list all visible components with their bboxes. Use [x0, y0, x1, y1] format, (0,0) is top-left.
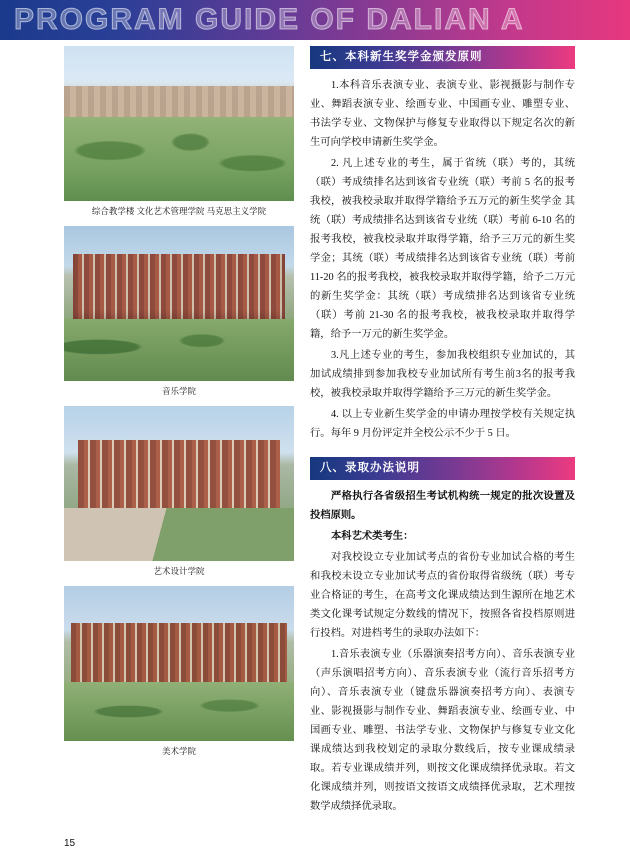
photo-block-4 — [64, 586, 294, 757]
section-spacer — [310, 445, 575, 457]
section-seven-paragraph-1: 1.本科音乐表演专业、表演专业、影视摄影与制作专业、舞蹈表演专业、绘画专业、中国画专业、雕塑专业、书法学专业、文物保护与修复专业取得以下规定名次的新生可向学校申请新生奖学金。 — [310, 80, 575, 148]
campus-photo-4 — [64, 586, 294, 741]
section-eight-paragraph-1: 严格执行各省级招生考试机构统一规定的批次设置及投档原则。 — [310, 491, 575, 521]
photo-block-3 — [64, 406, 294, 577]
content-column — [310, 46, 575, 818]
photo-caption-2: 音乐学院 — [161, 386, 196, 396]
banner-title: PROGRAM GUIDE OF DALIAN A — [14, 3, 525, 36]
section-seven-paragraph-3: 3.凡上述专业的考生，参加我校组织专业加试的，其加试成绩排到参加我校专业加试所有考生前3名的报考我校，被我校录取并取得学籍给予三万元的新生奖学金。 — [310, 350, 575, 399]
campus-photo-2 — [64, 226, 294, 381]
section-seven-paragraph-2: 2. 凡上述专业的考生，属于省统（联）考的，其统（联）考成绩排名达到该省专业统（联）考前 5 名的报考我校，被我校录取并取得学籍给予五万元的新生奖学金 其统（联）考成绩排名达到该省专业统（联）考前 6-10 名的报考我校，被我校录取并取得学籍，给予三万元的新生奖学金；其统（联）考成绩排名达到该省专业统（联）考前 11-20 名的报考我校，被我校录取并取得学籍，给予二万元的新生奖学金：其统（联）考成绩排名达到该省专业统（联）考前 21-30 名的报考我校，被我校录取并取得学籍，给予一万元的新生奖学金。 — [310, 158, 575, 340]
photo-block-2 — [64, 226, 294, 397]
section-eight-paragraph-2: 本科艺术类考生： — [331, 531, 414, 542]
photo-caption-3: 艺术设计学院 — [153, 566, 205, 576]
photo-column — [64, 46, 294, 766]
section-eight-paragraph-4: 1.音乐表演专业（乐器演奏招考方向）、音乐表演专业（声乐演唱招考方向）、音乐表演专业（流行音乐招考方向）、音乐表演专业（键盘乐器演奏招考方向）、表演专业、影视摄影与制作专业、舞蹈表演专业、绘画专业、中国画专业、雕塑、书法学专业、文物保护与修复专业文化课成绩达到我校划定的录取分数线后，按专业课成绩录取。若专业课成绩并列，则按文化课成绩择优录取。若文化课成绩并列，则按语文按语文成绩择优录取，艺术理按数学成绩择优录取。 — [310, 649, 575, 812]
campus-photo-1 — [64, 46, 294, 201]
photo-block-1 — [64, 46, 294, 217]
campus-photo-3 — [64, 406, 294, 561]
photo-caption-1: 综合教学楼 文化艺术管理学院 马克思主义学院 — [91, 206, 267, 216]
section-seven-paragraph-4: 4. 以上专业新生奖学金的申请办理按学校有关规定执行。每年 9 月份评定并全校公示不少于 5 日。 — [310, 409, 575, 439]
section-eight-paragraph-3: 对我校设立专业加试考点的省份专业加试合格的考生和我校未设立专业加试考点的省份取得省级统（联）考专业合格证的考生，在高考文化课成绩达到生源所在地艺术类文化课考试规定分数线的情况下，按照各省投档原则进行投档。对进档考生的录取办法如下： — [310, 552, 575, 639]
section-heading-eight: 八、录取办法说明 — [310, 457, 575, 480]
section-heading-seven: 七、本科新生奖学金颁发原则 — [310, 46, 575, 69]
page-number: 15 — [64, 838, 76, 849]
photo-caption-4: 美术学院 — [161, 746, 196, 756]
page-header-banner — [0, 0, 630, 40]
